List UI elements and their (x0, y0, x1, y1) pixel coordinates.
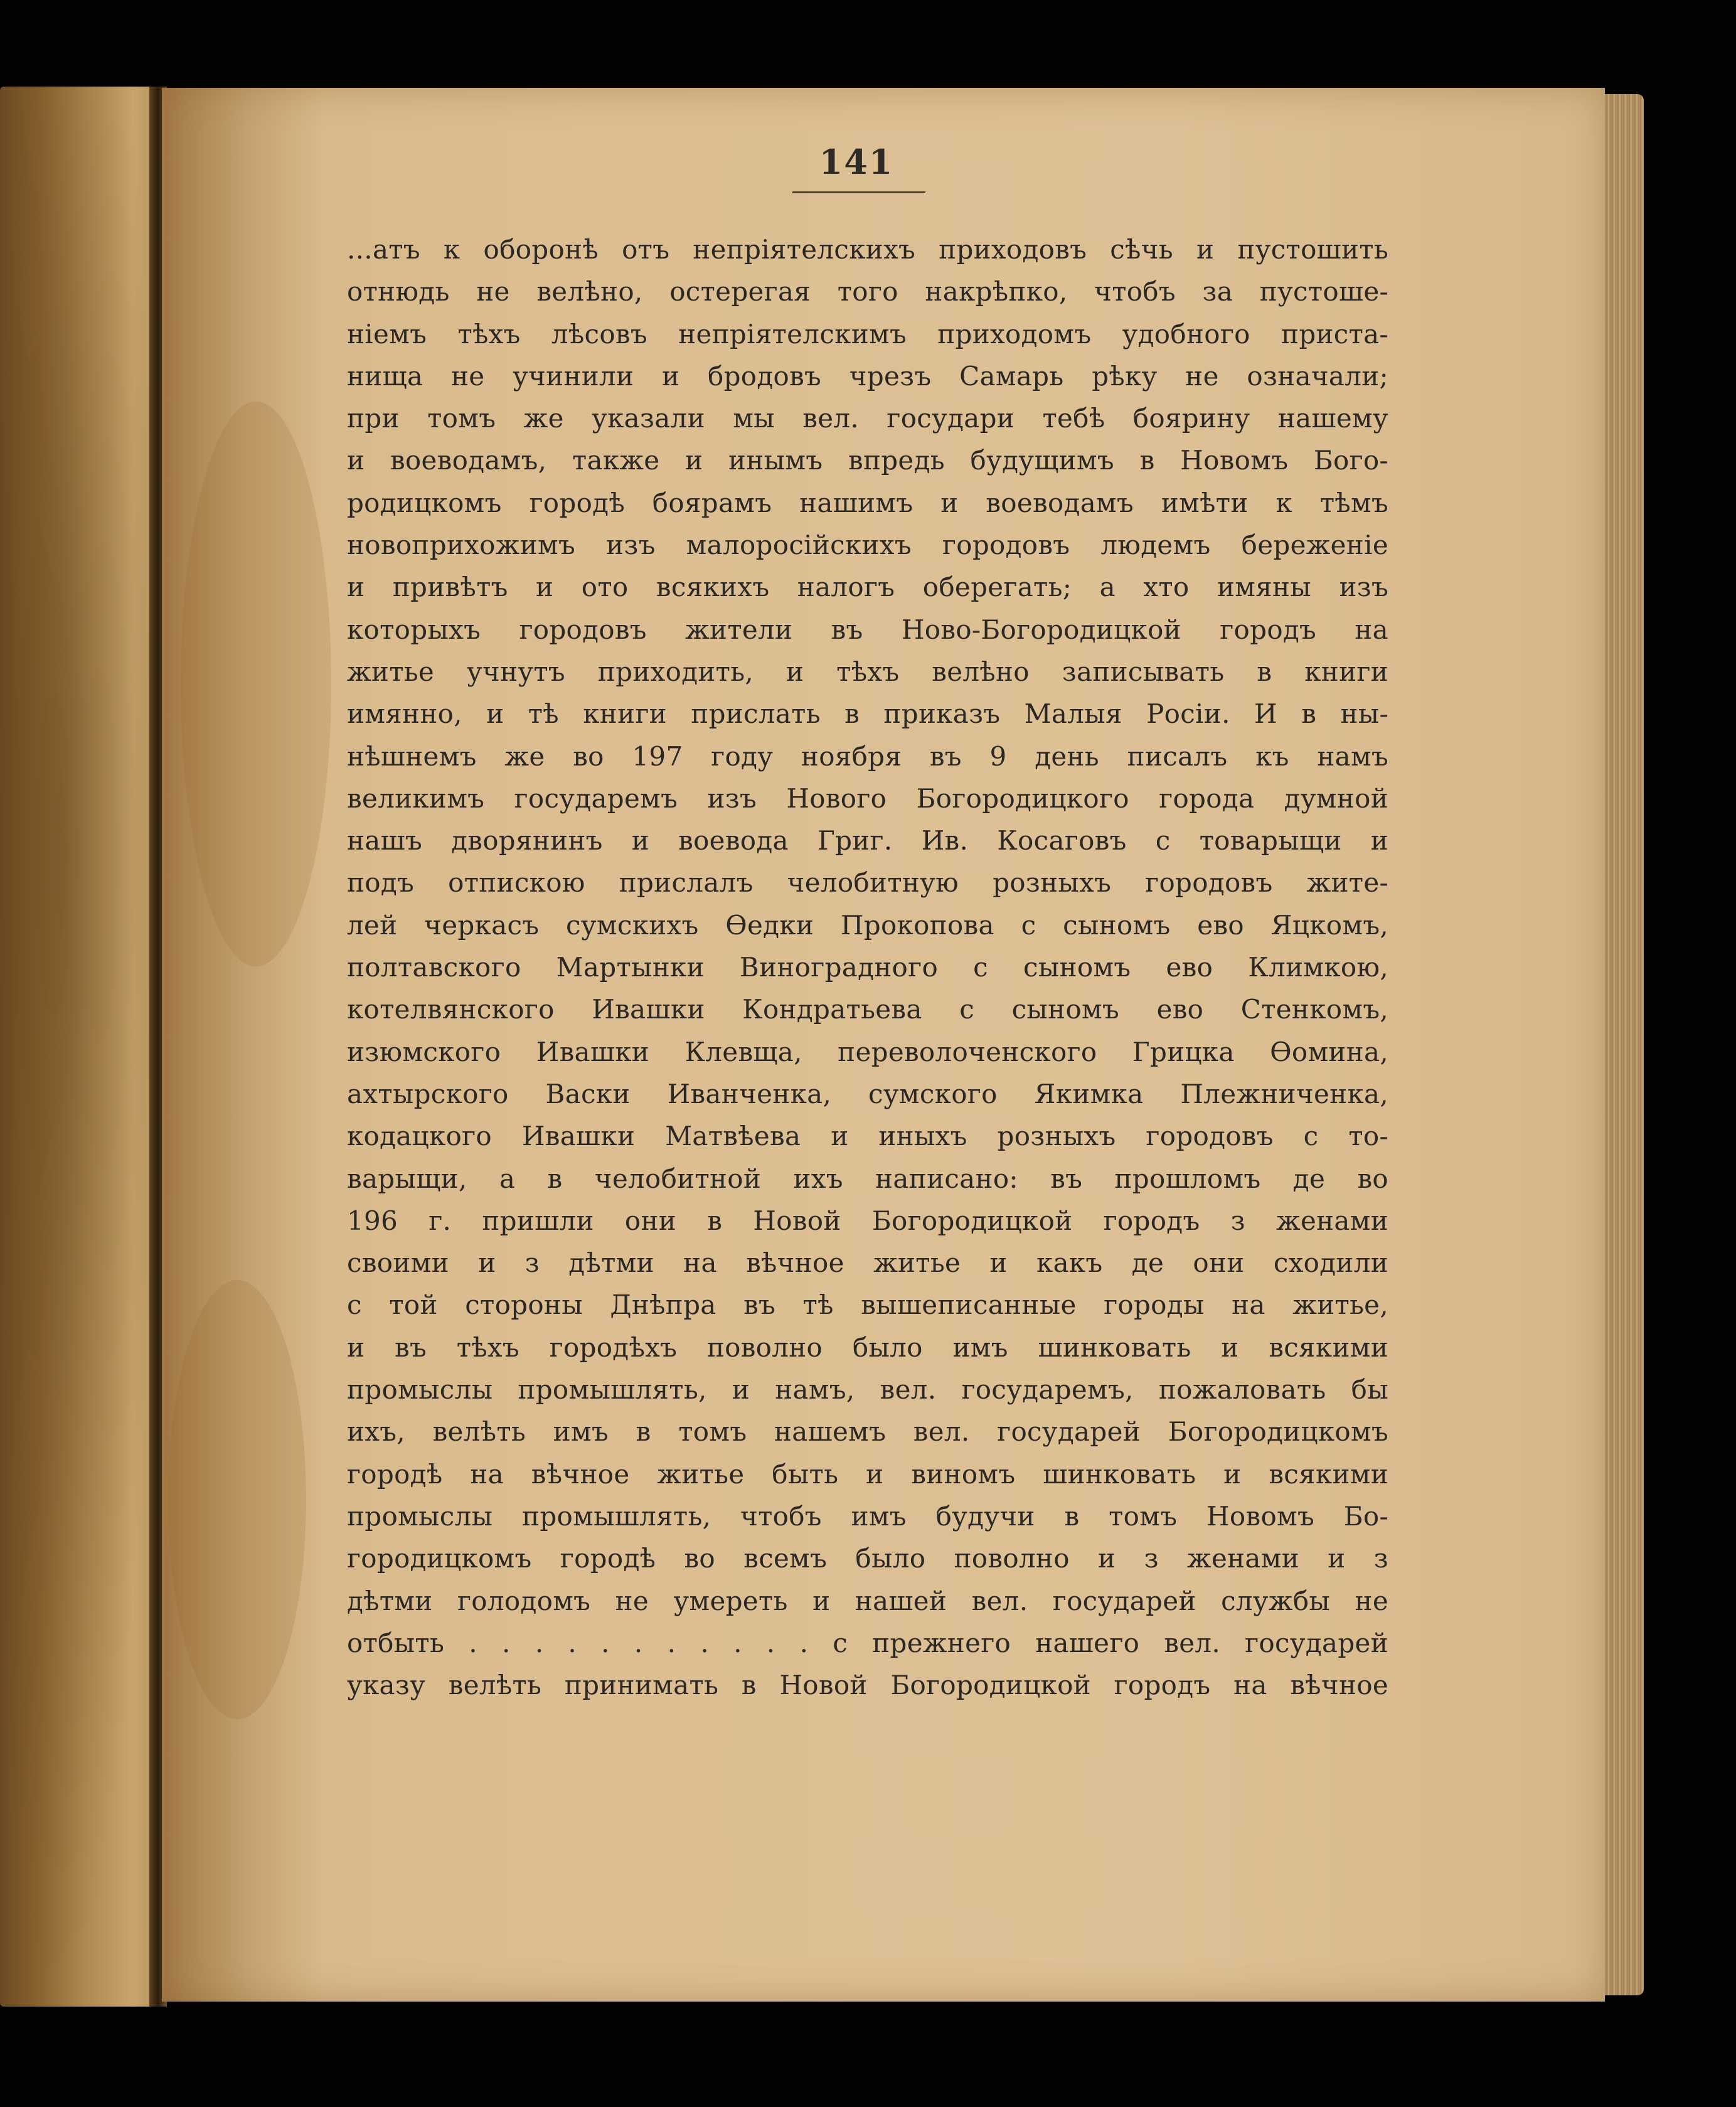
text-line: при томъ же указали мы вел. государи тебѣ боярину нашему (347, 403, 1388, 434)
text-line: котелвянского Ивашки Кондратьева с сыномъ ево Стенкомъ, (347, 994, 1388, 1025)
text-line: нища не учинили и бродовъ чрезъ Самарь рѣку не означали; (347, 360, 1388, 392)
text-line: 196 г. пришли они в Новой Богородицкой городъ з женами (347, 1205, 1388, 1236)
page-body-text (347, 228, 1388, 1706)
page-number: 141 (819, 142, 894, 182)
text-line: указу велѣть принимать в Новой Богородицкой городъ на вѣчное (347, 1670, 1388, 1701)
text-line: дѣтми голодомъ не умереть и нашей вел. государей службы не (347, 1585, 1388, 1616)
text-line: и привѣтъ и ото всякихъ налогъ оберегать; а хто имяны изъ (347, 572, 1388, 603)
text-line: отбыть . . . . . . . . . . . с прежнего нашего вел. государей (347, 1627, 1388, 1658)
facing-page-edge (0, 87, 157, 2007)
text-line: родицкомъ городѣ боярамъ нашимъ и воеводамъ имѣти к тѣмъ (347, 487, 1388, 518)
text-line: городѣ на вѣчное житье быть и виномъ шинковать и всякими (347, 1458, 1388, 1490)
text-line: ахтырского Васки Иванченка, сумского Якимка Плежниченка, (347, 1078, 1388, 1109)
text-line: и воеводамъ, также и инымъ впредь будущимъ в Новомъ Бого- (347, 445, 1388, 476)
paper-stain (168, 1280, 306, 1719)
text-line: промыслы промышлять, и намъ, вел. государемъ, пожаловать бы (347, 1374, 1388, 1406)
text-line: отнюдь не велѣно, остерегая того накрѣпко, чтобъ за пустоше- (347, 276, 1388, 307)
text-line: житье учнутъ приходить, и тѣхъ велѣно записывать в книги (347, 656, 1388, 687)
text-line: варыщи, а в челобитной ихъ написано: въ прошломъ де во (347, 1163, 1388, 1194)
text-line: лей черкасъ сумскихъ Ѳедки Прокопова с сыномъ ево Яцкомъ, (347, 909, 1388, 941)
page-number-rule (792, 191, 925, 193)
text-line: полтавского Мартынки Виноградного с сыномъ ево Климкою, (347, 952, 1388, 983)
text-line: ихъ, велѣть имъ в томъ нашемъ вел. государей Богородицкомъ (347, 1416, 1388, 1448)
text-line: которыхъ городовъ жители въ Ново-Богородицкой городъ на (347, 614, 1388, 645)
text-line: и въ тѣхъ городѣхъ поволно было имъ шинковать и всякими (347, 1331, 1388, 1363)
text-line: кодацкого Ивашки Матвѣева и иныхъ розныхъ городовъ с то- (347, 1121, 1388, 1152)
text-line: своими и з дѣтми на вѣчное житье и какъ де они сходили (347, 1247, 1388, 1279)
text-line: городицкомъ городѣ во всемъ было поволно и з женами и з (347, 1543, 1388, 1574)
text-line: новоприхожимъ изъ малоросійскихъ городовъ людемъ береженіе (347, 530, 1388, 561)
text-line: ніемъ тѣхъ лѣсовъ непріятелскимъ приходомъ удобного приста- (347, 318, 1388, 349)
text-line: ...атъ к оборонѣ отъ непріятелскихъ приходовъ сѣчь и пустошить (347, 234, 1388, 265)
text-line: нѣшнемъ же во 197 году ноября въ 9 день писалъ къ намъ (347, 740, 1388, 772)
text-line: имянно, и тѣ книги прислать в приказъ Малыя Росіи. И в ны- (347, 698, 1388, 730)
text-line: нашъ дворянинъ и воевода Григ. Ив. Косаговъ с товарыщи и (347, 825, 1388, 856)
text-line: изюмского Ивашки Клевща, переволоченского Грицка Ѳомина, (347, 1036, 1388, 1067)
text-line: с той стороны Днѣпра въ тѣ вышеписанные городы на житье, (347, 1289, 1388, 1321)
paper-stain (181, 402, 331, 966)
text-line: промыслы промышлять, чтобъ имъ будучи в томъ Новомъ Бо- (347, 1500, 1388, 1532)
text-line: великимъ государемъ изъ Нового Богородицкого города думной (347, 782, 1388, 814)
text-line: подъ отпискою прислалъ челобитную розныхъ городовъ жите- (347, 867, 1388, 899)
